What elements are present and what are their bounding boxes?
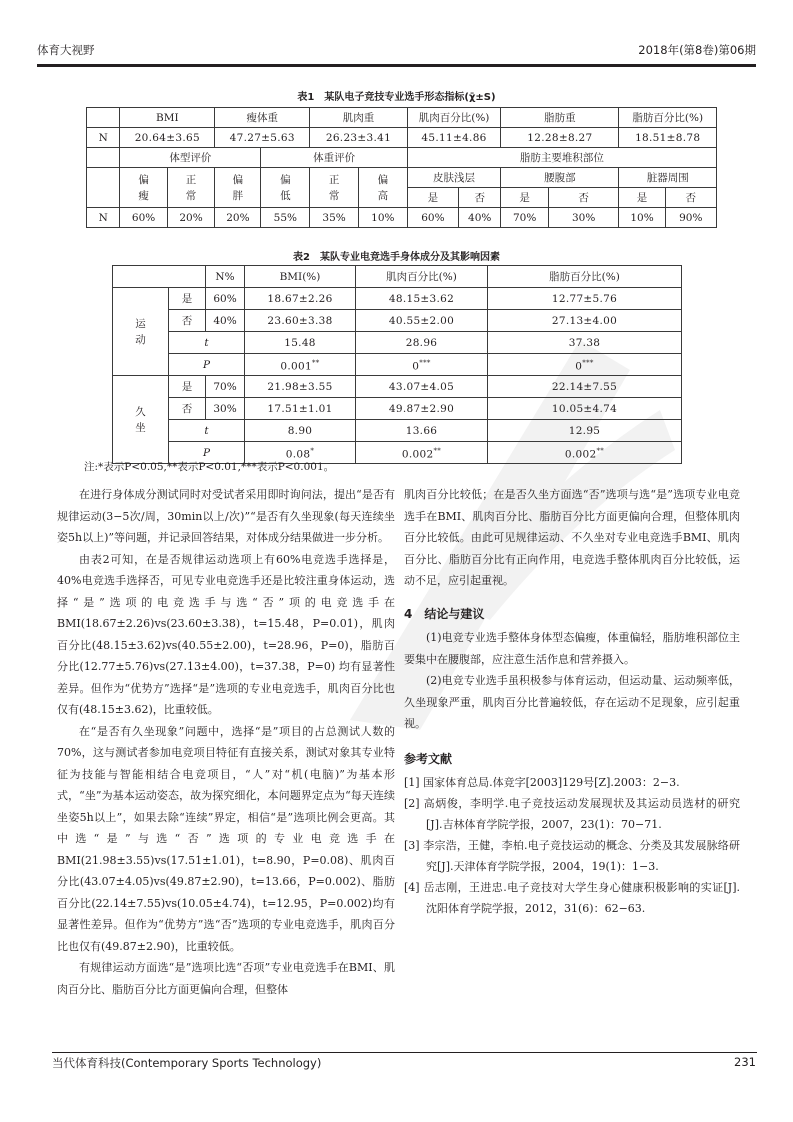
body-paragraph: 在进行身体成分测试同时对受试者采用即时询问法，提出“是否有规律运动(3−5次/周，30min以上/次)”“是否有久坐现象(每天连续坐姿5h以上)”等问题，并记录回答结果，对体成分结果做进一步分析。 — [57, 488, 395, 544]
significance-marker: ** — [433, 446, 442, 455]
table2-cell: 28.96 — [356, 332, 488, 354]
table1-corner — [87, 108, 120, 128]
table1-caption: 表1 某队电子竞技专业选手形态指标(χ̄±S) — [297, 92, 496, 103]
table1-cell: 47.27±5.63 — [215, 128, 310, 148]
table1-subheader: 偏 胖 — [215, 168, 261, 208]
t-symbol: t — [204, 336, 209, 349]
table2-note: 注:*表示P<0.05,**表示P<0.01,***表示P<0.001。 — [84, 461, 335, 473]
table1-subheader: 正 常 — [310, 168, 359, 208]
table2-cell: 60% — [206, 288, 245, 310]
p-value: 0.001 — [280, 360, 312, 373]
table1-cell: 55% — [261, 208, 310, 228]
header-rule — [37, 64, 756, 67]
table1-subheader-abdomen: 腰腹部 — [501, 168, 619, 188]
significance-marker: * — [310, 446, 315, 455]
running-header-issue: 2018年(第8卷)第06期 — [638, 43, 756, 57]
table1-cell: 20% — [167, 208, 214, 228]
table1-cell: 20% — [215, 208, 261, 228]
table2-cell: 17.51±1.01 — [245, 398, 356, 420]
table2-cell — [245, 354, 356, 376]
table1-row-label: N — [87, 128, 120, 148]
table2-cell: 21.98±3.55 — [245, 376, 356, 398]
table1-cell: 18.51±8.78 — [619, 128, 717, 148]
conclusion-item: (1)电竞专业选手整体身体型态偏瘦，体重偏轻，脂肪堆积部位主要集中在腰腹部，应注意生活作息和营养摄入。 — [404, 631, 740, 666]
p-value: 0.002 — [564, 448, 597, 461]
p-value: 0.002 — [401, 448, 434, 461]
table1-group-body-type: 体型评价 — [120, 148, 261, 168]
table2-header-n: N% — [206, 266, 245, 288]
table2-group-exercise: 运 动 — [113, 288, 169, 376]
table1-cell: 10% — [619, 208, 665, 228]
table2-header-bmi: BMI(%) — [245, 266, 356, 288]
table1-yes: 是 — [407, 188, 458, 208]
reference-item: [1] 国家体育总局.体竞字[2003]129号[Z].2003：2−3. — [404, 776, 680, 789]
reference-item: [2] 高炳俊，李明学.电子竞技运动发展现状及其运动员选材的研究[J].吉林体育学院学报，2007，23(1)：70−71. — [404, 797, 740, 831]
t-symbol: t — [204, 424, 209, 437]
table1-cell: 40% — [459, 208, 501, 228]
table1-group-fat-site: 脂肪主要堆积部位 — [407, 148, 716, 168]
table1-subheader: 偏 瘦 — [120, 168, 167, 208]
table2-cell — [356, 354, 488, 376]
table2-cell: 10.05±4.74 — [488, 398, 682, 420]
table1-group-weight-eval: 体重评价 — [261, 148, 407, 168]
table2-corner — [113, 266, 206, 288]
conclusion-item: (2)电竞专业选手虽积极参与体育运动，但运动量、运动频率低，久坐现象严重，肌肉百分比普遍较低，存在运动不足现象，应引起重视。 — [404, 674, 740, 730]
table1-cell: 60% — [407, 208, 458, 228]
table2-cell: 37.38 — [488, 332, 682, 354]
table2-cell: 40.55±2.00 — [356, 310, 488, 332]
table2-cell — [356, 442, 488, 464]
table2-cell: 43.07±4.05 — [356, 376, 488, 398]
table1-cell: 45.11±4.86 — [407, 128, 501, 148]
table2-cell: 30% — [206, 398, 245, 420]
reference-item: [3] 李宗浩，王健，李柏.电子竞技运动的概念、分类及其发展脉络研究[J].天津体育学院学报，2004，19(1)：1−3. — [404, 839, 740, 873]
table2-p-label — [169, 354, 245, 376]
table2-cell: 49.87±2.90 — [356, 398, 488, 420]
footer-rule — [52, 1052, 757, 1053]
table1-subheader-skin: 皮肤浅层 — [407, 168, 501, 188]
body-paragraph: 有规律运动方面选“是”选项比选“否项”专业电竞选手在BMI、肌肉百分比、脂肪百分比方面更偏向合理，但整体 — [57, 961, 395, 996]
table1-subheader: 偏 低 — [261, 168, 310, 208]
table2-cell — [488, 442, 682, 464]
right-column — [404, 484, 740, 919]
table2-header-muscle: 肌肉百分比(%) — [356, 266, 488, 288]
significance-marker: ** — [596, 446, 605, 455]
significance-marker: *** — [582, 358, 594, 367]
body-paragraph-continuation: 肌肉百分比较低；在是否久坐方面选“否”选项与选“是”选项专业电竞选手在BMI、肌肉百分比、脂肪百分比方面更偏向合理，但整体肌肉百分比较低。由此可见规律运动、不久坐对专业电竞选手BMI、肌肉百分比、脂肪百分比有正向作用，电竞选手整体肌肉百分比较低，运动不足，应引起重视。 — [404, 488, 740, 587]
table2-row-label: 是 — [169, 288, 206, 310]
table2 — [112, 265, 682, 464]
running-header-journal: 体育大视野 — [37, 43, 95, 57]
p-value: 0 — [575, 360, 583, 373]
table2-cell: 23.60±3.38 — [245, 310, 356, 332]
table2-cell: 8.90 — [245, 420, 356, 442]
table1-header-fat-pct: 脂肪百分比(%) — [619, 108, 717, 128]
table2-cell: 13.66 — [356, 420, 488, 442]
table1-row-label: N — [87, 208, 120, 228]
table1-cell: 10% — [358, 208, 407, 228]
table2-cell: 40% — [206, 310, 245, 332]
table1-header-muscle-pct: 肌肉百分比(%) — [407, 108, 501, 128]
table1-cell: 26.23±3.41 — [310, 128, 408, 148]
table1-cell: 35% — [310, 208, 359, 228]
body-paragraph: 在“是否有久坐现象”问题中，选择“是”项目的占总测试人数的70%，这与测试者参加电竞项目特征有直接关系，测试对象其专业特征为技能与智能相结合电竞项目，“人”对“机(电脑)”为基本形式，“坐”为基本运动姿态，故为探究细化，本问题界定点为“每天连续坐姿5h以上”，如果去除“连续”界定，相信“是”选项比例会更高。其中选“是”与选“否”选项的专业电竞选手在BMI(21.98±3.55)vs(17.51±1.01)，t=8.90，P=0.08)、肌肉百分比(43.07±4.05)vs(49.87±2.90)，t=13.66，P=0.002)、脂肪百分比(22.14±7.55)vs(10.05±4.74)，t=12.95，P=0.002)均有显著性差异。但作为“优势方”选“否”选项的专业电竞选手，肌肉百分比也仅有(49.87±2.90)，比重较低。 — [57, 724, 395, 953]
table2-row-label: 是 — [169, 376, 206, 398]
table1-cell: 12.28±8.27 — [501, 128, 619, 148]
table1-header-bmi: BMI — [120, 108, 215, 128]
table1-no: 否 — [665, 188, 716, 208]
table2-caption: 表2 某队专业电竞选手身体成分及其影响因素 — [293, 252, 500, 263]
section-heading: 4 结论与建议 — [404, 606, 485, 621]
table2-cell: 12.95 — [488, 420, 682, 442]
table2-header-fat: 脂肪百分比(%) — [488, 266, 682, 288]
table2-cell: 15.48 — [245, 332, 356, 354]
table2-t-label — [169, 420, 245, 442]
table2-cell: 18.67±2.26 — [245, 288, 356, 310]
table2-row-label: 否 — [169, 310, 206, 332]
table1-header-lean-mass: 瘦体重 — [215, 108, 310, 128]
table2-cell: 12.77±5.76 — [488, 288, 682, 310]
table1-header-fat-mass: 脂肪重 — [501, 108, 619, 128]
table2-cell: 48.15±3.62 — [356, 288, 488, 310]
p-symbol: P — [202, 358, 211, 371]
significance-marker: ** — [311, 358, 320, 367]
footer-journal-name: 当代体育科技(Contemporary Sports Technology) — [52, 1056, 322, 1070]
table1-corner — [87, 148, 120, 168]
table1-yes: 是 — [619, 188, 665, 208]
table1-subheader: 偏 高 — [358, 168, 407, 208]
table2-cell — [488, 354, 682, 376]
table1-header-muscle-mass: 肌肉重 — [310, 108, 408, 128]
table1-cell: 60% — [120, 208, 167, 228]
page-number: 231 — [734, 1055, 756, 1069]
p-value: 0.08 — [285, 448, 311, 461]
p-value: 0 — [412, 360, 420, 373]
table2-cell: 27.13±4.00 — [488, 310, 682, 332]
table1 — [86, 107, 717, 228]
references-heading: 参考文献 — [404, 751, 453, 766]
table1-subheader-visceral: 脏器周围 — [619, 168, 717, 188]
table2-cell: 70% — [206, 376, 245, 398]
table1-cell: 90% — [665, 208, 716, 228]
table1-cell: 20.64±3.65 — [120, 128, 215, 148]
table2-row-label: 否 — [169, 398, 206, 420]
reference-item: [4] 岳志刚，王进忠.电子竞技对大学生身心健康积极影响的实证[J].沈阳体育学院学报，2012，31(6)：62−63. — [404, 881, 740, 915]
table1-subheader: 正 常 — [167, 168, 214, 208]
table1-yes: 是 — [501, 188, 548, 208]
table2-cell: 22.14±7.55 — [488, 376, 682, 398]
table1-cell: 70% — [501, 208, 548, 228]
table1-corner — [87, 168, 120, 208]
p-symbol: P — [202, 446, 211, 459]
table1-cell: 30% — [548, 208, 619, 228]
significance-marker: *** — [419, 358, 431, 367]
body-paragraph: 由表2可知，在是否规律运动选项上有60%电竞选手选择是，40%电竞选手选择否，可见专业电竞选手还是比较注重身体运动，选择“是”选项的电竞选手与选“否”项的电竞选手在BMI(18.67±2.26)vs(23.60±3.38)，t=15.48，P=0.01)，肌肉百分比(48.15±3.62)vs(40.55±2.00)，t=28.96，P=0)，脂肪百分比(12.77±5.76)vs(27.13±4.00)，t=37.38，P=0) 均有显著性差异。但作为“优势方”选择“是”选项的专业电竞选手，肌肉百分比也仅有(48.15±3.62)，比重较低。 — [57, 552, 395, 716]
left-column — [57, 484, 395, 1000]
table1-no: 否 — [459, 188, 501, 208]
table2-group-sedentary: 久 坐 — [113, 376, 169, 464]
table1-no: 否 — [548, 188, 619, 208]
table2-t-label — [169, 332, 245, 354]
